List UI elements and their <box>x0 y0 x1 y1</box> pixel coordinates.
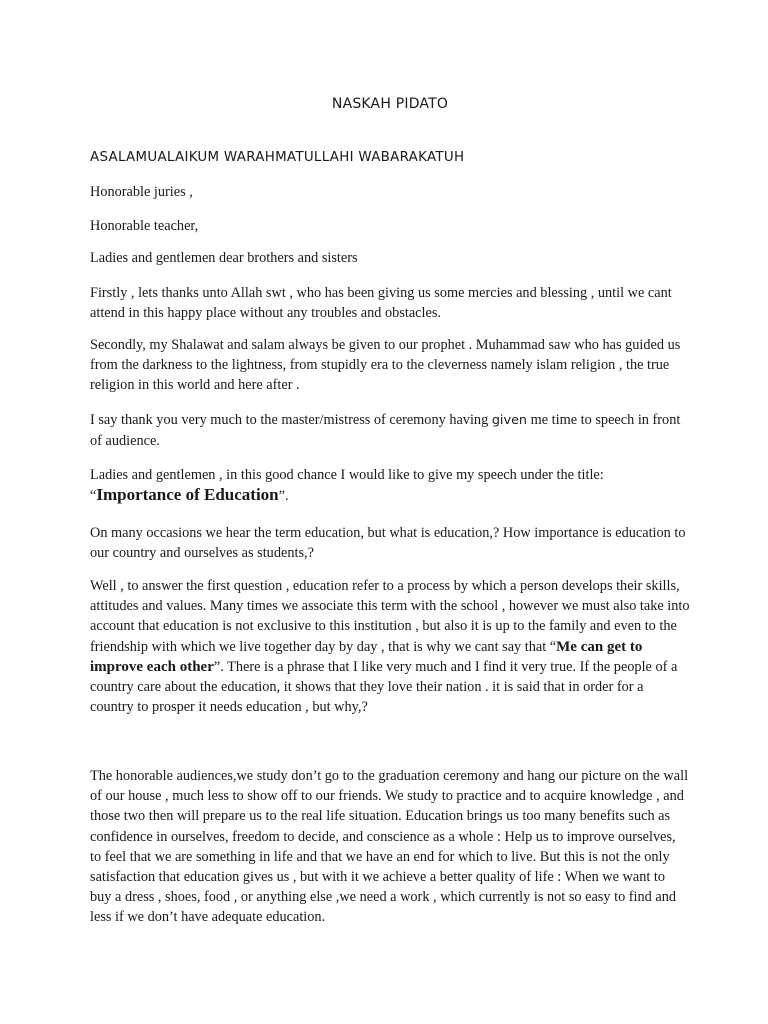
paragraph-audiences: The honorable audiences,we study don’t go to the graduation ceremony and hang our picture on the wall of our house , much less to show off to our friends. We study to practice and to acquire knowledge , and those two then will prepare us to the real life situation. Education brings us too many benefits such as confidence in ourselves, freedom to decide, and conscience as a whole : Help us to improve ourselves, to feel that we are something in life and that we have an end for which to live. But this is not the only satisfaction that education gives us , but with it we achieve a better quality of life : When we want to buy a dress , shoes, food , or anything else ,we need a work , which currently is not so easy to find and less if we don’t have adequate education. <box>90 768 689 926</box>
paragraph-title-intro <box>90 465 690 506</box>
document-title: NASKAH PIDATO <box>331 96 449 112</box>
paragraph-well <box>90 576 690 717</box>
greeting-juries: Honorable juries , <box>90 184 193 200</box>
well-part2: . There is a phrase that I like very much and I find it very true. If the people of a country care about the education, it shows that they love their nation . it is said that in order for a country to prosper it needs education , but why,? <box>90 658 678 716</box>
paragraph-occasions: On many occasions we hear the term education, but what is education,? How importance is education to our country and ourselves as students,? <box>90 525 686 562</box>
thanks-part2: me time to speech in front of audience. <box>90 412 681 450</box>
thanks-given: given <box>491 413 528 428</box>
paragraph-thanks <box>90 410 690 451</box>
paragraph-firstly: Firstly , lets thanks unto Allah swt , who has been giving us some mercies and blessing , until we cant attend in this happy place without any troubles and obstacles. <box>90 285 672 322</box>
title-open-quote: “ <box>90 488 97 505</box>
greeting-teacher: Honorable teacher, <box>90 218 199 234</box>
greeting-ladies: Ladies and gentlemen dear brothers and sisters <box>90 250 358 266</box>
title-intro-text: Ladies and gentlemen , in this good chance I would like to give my speech under the title: <box>90 467 604 483</box>
title-close-quote: ”. <box>278 488 289 505</box>
well-close-quote: ” <box>213 658 221 675</box>
speech-title: Importance of Education <box>96 485 279 505</box>
paragraph-secondly: Secondly, my Shalawat and salam always be given to our prophet . Muhammad saw who has guided us from the darkness to the lightness, from stupidly era to the cleverness namely islam religion , the true religion in this world and here after . <box>90 337 681 394</box>
well-part1: Well , to answer the first question , education refer to a process by which a person develops their skills, attitudes and values. Many times we associate this term with the school , however we must also take into account that education is not exclusive to this institution , but also it is up to the family and even to the friendship with which we live together day by day , that is why we cant say that <box>90 578 690 655</box>
thanks-part1: I say thank you very much to the master/mistress of ceremony having <box>90 412 492 428</box>
salam-greeting: ASALAMUALAIKUM WARAHMATULLAHI WABARAKATUH <box>90 150 465 165</box>
well-quote: Me can get to improve each other <box>90 638 643 675</box>
well-open-quote: “ <box>549 638 557 655</box>
